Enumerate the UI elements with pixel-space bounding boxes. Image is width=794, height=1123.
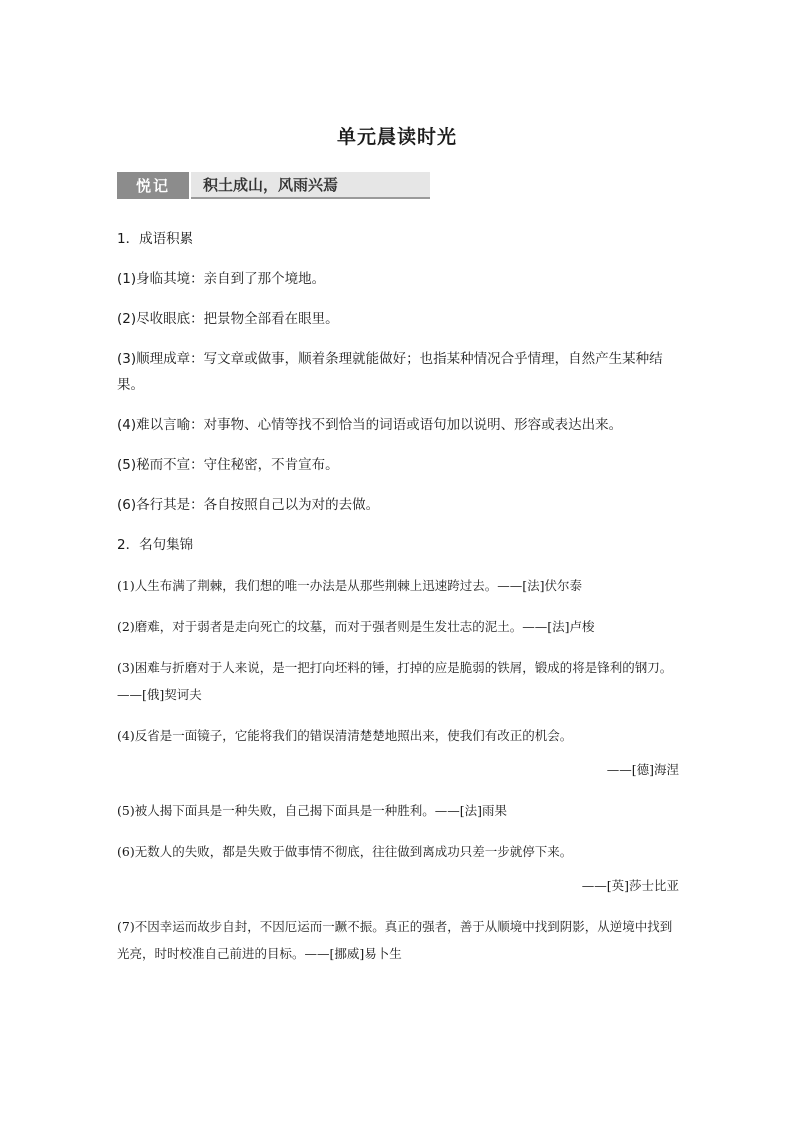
idiom-item: (4)难以言喻：对事物、心情等找不到恰当的词语或语句加以说明、形容或表达出来。: [117, 417, 623, 433]
quote-item: (1)人生布满了荆棘，我们想的唯一办法是从那些荆棘上迅速跨过去。——[法]伏尔泰: [117, 578, 582, 593]
quote-item: (2)磨难，对于弱者是走向死亡的坟墓，而对于强者则是生发壮志的泥土。——[法]卢梭: [117, 619, 595, 634]
banner-text: 积土成山，风雨兴焉: [191, 172, 430, 199]
section-banner: [117, 172, 430, 199]
quote-item: (5)被人揭下面具是一种失败，自己揭下面具是一种胜利。——[法]雨果: [117, 803, 507, 818]
quote-item: (3)困难与折磨对于人来说，是一把打向坯料的锤，打掉的应是脆弱的铁屑，锻成的将是锋利的钢刀。——[俄]契诃夫: [117, 660, 673, 702]
quote-item: (6)无数人的失败，都是失败于做事情不彻底，往往做到离成功只差一步就停下来。: [117, 844, 573, 859]
idiom-item: (5)秘而不宣：守住秘密，不肯宣布。: [117, 457, 339, 473]
page-title: 单元晨读时光: [336, 126, 457, 148]
idiom-item: (3)顺理成章：写文章或做事，顺着条理就能做好；也指某种情况合乎情理，自然产生某种结果。: [117, 351, 663, 393]
banner-tag: 悦记: [117, 172, 189, 199]
quote-item: (4)反省是一面镜子，它能将我们的错误清清楚楚地照出来，使我们有改正的机会。: [117, 728, 573, 743]
idiom-item: (2)尽收眼底：把景物全部看在眼里。: [117, 311, 339, 327]
idiom-item: (1)身临其境：亲自到了那个境地。: [117, 271, 326, 287]
content: [117, 226, 679, 981]
quote-attribution: ——[德]海涅: [606, 762, 679, 777]
quote-item: (7)不因幸运而故步自封，不因厄运而一蹶不振。真正的强者，善于从顺境中找到阴影，从逆境中找到光亮，时时校准自己前进的目标。——[挪威]易卜生: [117, 919, 673, 961]
quote-attribution: ——[英]莎士比亚: [581, 878, 679, 893]
idiom-item: (6)各行其是：各自按照自己以为对的去做。: [117, 497, 380, 513]
section-heading-quotes: 2．名句集锦: [117, 537, 194, 553]
section-heading-idioms: 1．成语积累: [117, 231, 194, 247]
